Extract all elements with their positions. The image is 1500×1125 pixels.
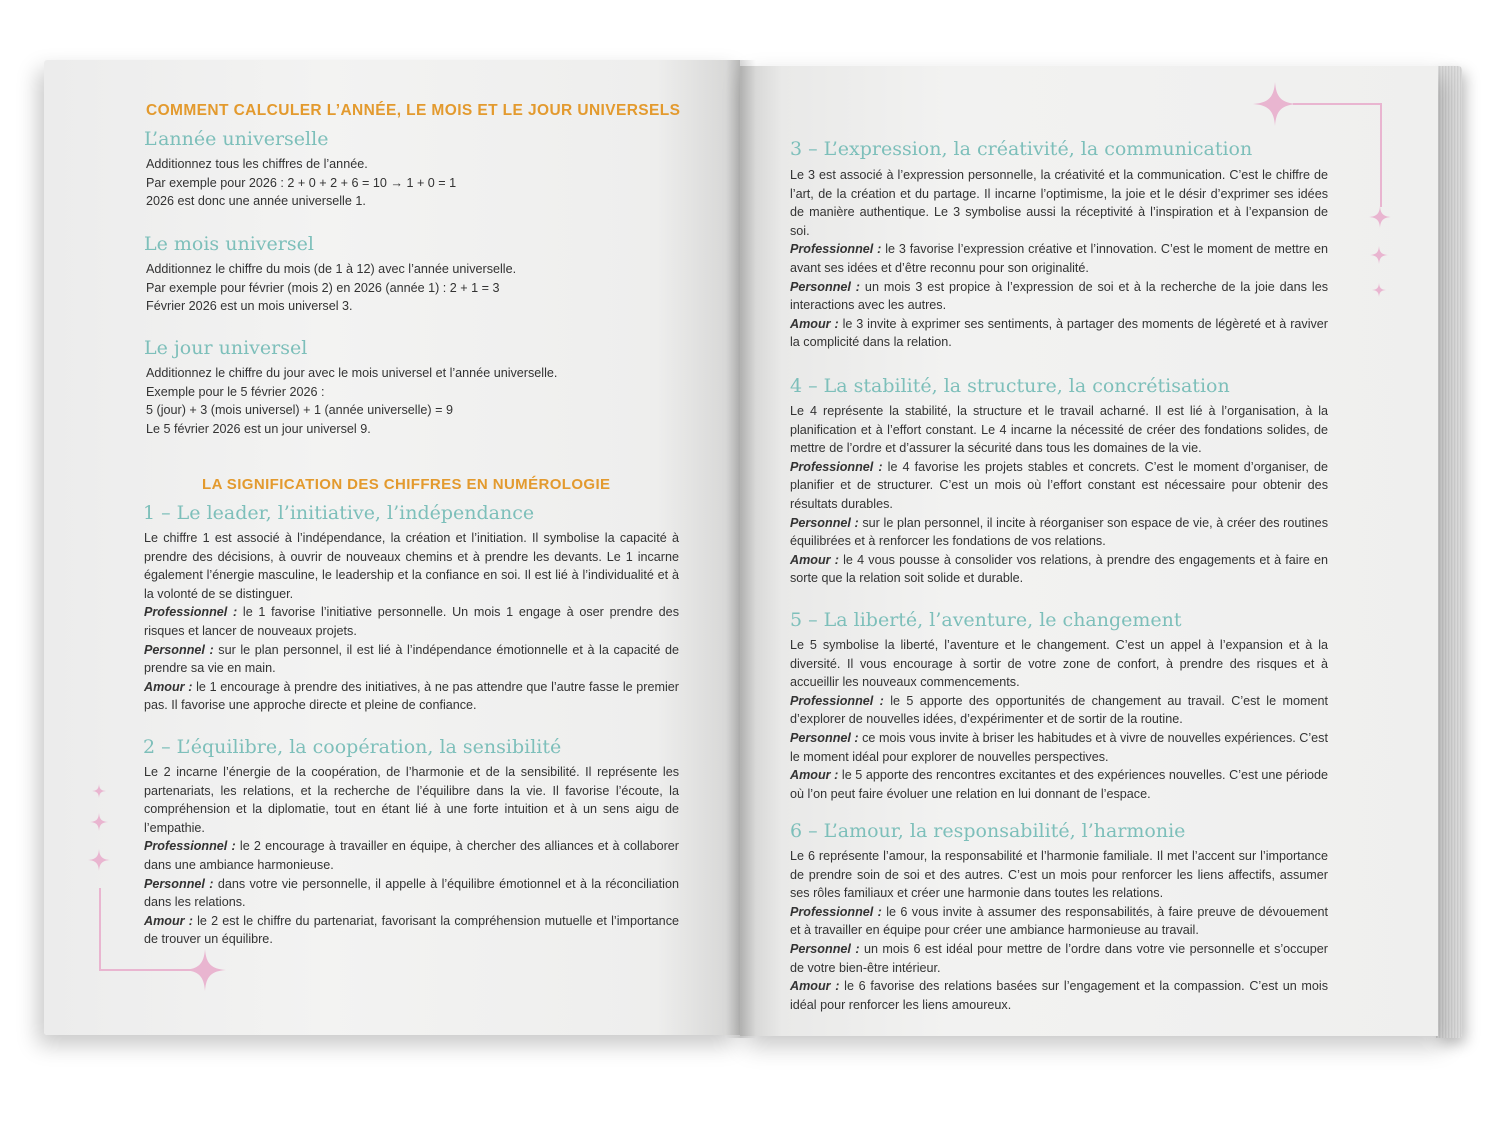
- perso-paragraph: [790, 940, 1328, 977]
- heading-number-3: 3 – L’expression, la créativité, la communication: [790, 138, 1253, 160]
- text-line: Par exemple pour 2026 : 2 + 0 + 2 + 6 = 10 → 1 + 0 = 1: [146, 175, 457, 190]
- amour-text: le 2 est le chiffre du partenariat, favorisant la compréhension mutuelle et l’importance de trouver un équilibre.: [144, 913, 679, 947]
- pro-label: Professionnel :: [144, 839, 236, 854]
- text-line: 5 (jour) + 3 (mois universel) + 1 (année universelle) = 9: [146, 403, 453, 418]
- pro-text: le 5 apporte des opportunités de changement au travail. C’est le moment d’explorer de nouvelles idées, d’expérimenter et de sortir de la routine.: [790, 693, 1328, 727]
- amour-paragraph: [144, 912, 679, 949]
- perso-paragraph: [790, 729, 1328, 766]
- mois-universel-text: [146, 260, 686, 316]
- perso-paragraph: [790, 278, 1328, 315]
- perso-label: Personnel :: [790, 730, 859, 745]
- pro-label: Professionnel :: [790, 904, 882, 919]
- number-5-text: [790, 636, 1328, 803]
- intro-paragraph: Le 6 représente l’amour, la responsabilité et l’harmonie familiale. Il met l’accent sur l’importance de prendre soin de soi et des autres. C’est un mois pour renforcer les liens affectifs, assumer ses rôles familiaux et créer une harmonie dans toutes les relations.: [790, 849, 1328, 901]
- number-3-text: [790, 166, 1328, 352]
- decorative-frame-vertical: [99, 888, 101, 970]
- heading-jour-universel: Le jour universel: [144, 337, 308, 359]
- amour-label: Amour :: [790, 768, 839, 783]
- heading-annee-universelle: L’année universelle: [144, 128, 329, 150]
- perso-text: sur le plan personnel, il incite à réorganiser son espace de vie, à créer des routines équilibrées et à renforcer les fondations de vos relations.: [790, 515, 1328, 549]
- amour-text: le 5 apporte des rencontres excitantes et des expériences nouvelles. C’est une période où l’on peut faire évoluer une relation en lui donnant de l’espace.: [790, 768, 1328, 801]
- amour-text: le 6 favorise des relations basées sur l’engagement et la compassion. C’est un mois idéal pour renforcer les liens amoureux.: [790, 979, 1328, 1012]
- sparkle-star-icon: [1372, 283, 1386, 297]
- pro-paragraph: [790, 458, 1328, 514]
- sparkle-star-icon: [1370, 246, 1388, 264]
- amour-label: Amour :: [790, 552, 839, 567]
- number-4-text: [790, 402, 1328, 588]
- number-1-text: [144, 529, 679, 715]
- perso-text: un mois 3 est propice à l’expression de soi et à la recherche de la joie dans les interactions avec les autres.: [790, 279, 1328, 313]
- text-line: Additionnez le chiffre du mois (de 1 à 12) avec l’année universelle.: [146, 262, 517, 276]
- pro-paragraph: [790, 903, 1328, 940]
- sparkle-star-icon: [184, 949, 226, 991]
- pro-paragraph: [790, 692, 1328, 729]
- perso-paragraph: [144, 641, 679, 678]
- sparkle-star-icon: [90, 813, 108, 831]
- sparkle-star-icon: [92, 784, 106, 798]
- amour-text: le 3 invite à exprimer ses sentiments, à partager des moments de légèreté et à raviver la complicité dans la relation.: [790, 316, 1328, 350]
- perso-text: ce mois vous invite à briser les habitudes et à vivre de nouvelles expériences. C’est le moment idéal pour explorer de nouvelles perspectives.: [790, 730, 1328, 764]
- sparkle-star-icon: [1369, 206, 1391, 228]
- intro-paragraph: Le 2 incarne l’énergie de la coopération, de l’harmonie et de la sensibilité. Il représente les partenariats, les relations, et la recherche de l’équilibre dans la vie. Il favorise l’écoute, la compréhension et la diplomatie, tout en étant lié à une forte intuition et à un sens aigu de l’empathie.: [144, 765, 679, 835]
- intro-paragraph: Le 3 est associé à l’expression personnelle, la créativité et la communication. C’est le chiffre de l’art, de la création et du partage. Il incarne l’optimisme, la joie et le désir d’exprimer ses idées de manière authentique. Le 3 symbolise aussi la réceptivité à l’inspiration et à l’expansion de soi.: [790, 168, 1328, 238]
- pro-text: le 4 favorise les projets stables et concrets. C’est le moment d’organiser, de planifier et de structurer. C’est un mois où l’effort constant est nécessaire pour obtenir des résultats durables.: [790, 459, 1328, 511]
- pro-text: le 2 encourage à travailler en équipe, à chercher des alliances et à collaborer dans une ambiance harmonieuse.: [144, 839, 679, 872]
- intro-paragraph: Le chiffre 1 est associé à l’indépendance, la création et l’initiation. Il symbolise la capacité à prendre des décisions, à ouvrir de nouveaux chemins et à prendre les devants. Le 1 incarne également l’énergie masculine, le leadership et la confiance en soi. Il est lié à l’individualité et à la volonté de se distinguer.: [144, 531, 679, 601]
- perso-text: dans votre vie personnelle, il appelle à l’équilibre émotionnel et à la réconciliation dans les relations.: [144, 876, 679, 910]
- text-line: Additionnez le chiffre du jour avec le mois universel et l’année universelle.: [146, 366, 558, 380]
- perso-text: sur le plan personnel, il est lié à l’indépendance émotionnelle et à la capacité de prendre sa vie en main.: [144, 642, 679, 676]
- amour-paragraph: [790, 977, 1328, 1014]
- section-title-signification: LA SIGNIFICATION DES CHIFFRES EN NUMÉROLOGIE: [202, 476, 611, 493]
- perso-label: Personnel :: [144, 876, 214, 891]
- perso-paragraph: [790, 514, 1328, 551]
- page-stack-edge: [1436, 66, 1462, 1038]
- pro-label: Professionnel :: [790, 459, 883, 474]
- amour-paragraph: [144, 678, 679, 715]
- decorative-frame-horizontal: [1293, 103, 1381, 105]
- amour-label: Amour :: [144, 913, 193, 928]
- number-6-text: [790, 847, 1328, 1014]
- amour-paragraph: [790, 315, 1328, 352]
- pro-label: Professionnel :: [790, 242, 882, 257]
- text-line: Exemple pour le 5 février 2026 :: [146, 384, 325, 399]
- jour-universel-text: [146, 364, 686, 438]
- perso-label: Personnel :: [790, 515, 859, 530]
- pro-text: le 3 favorise l’expression créative et l’innovation. C’est le moment de mettre en avant ses idées et d’être reconnu pour son originalité.: [790, 242, 1328, 275]
- perso-label: Personnel :: [144, 642, 214, 657]
- heading-number-1: 1 – Le leader, l’initiative, l’indépendance: [143, 502, 535, 524]
- amour-label: Amour :: [790, 979, 840, 994]
- heading-number-5: 5 – La liberté, l’aventure, le changement: [790, 609, 1182, 631]
- amour-label: Amour :: [790, 316, 839, 331]
- heading-number-2: 2 – L’équilibre, la coopération, la sensibilité: [143, 736, 562, 758]
- perso-label: Personnel :: [790, 941, 860, 956]
- decorative-frame-vertical: [1380, 103, 1382, 207]
- perso-text: un mois 6 est idéal pour mettre de l’ordre dans votre vie personnelle et s’occuper de votre bien-être intérieur.: [790, 941, 1328, 975]
- pro-label: Professionnel :: [790, 693, 884, 708]
- heading-number-4: 4 – La stabilité, la structure, la concrétisation: [790, 375, 1230, 397]
- text-line: Février 2026 est un mois universel 3.: [146, 299, 353, 314]
- amour-paragraph: [790, 766, 1328, 803]
- heading-mois-universel: Le mois universel: [144, 233, 314, 255]
- pro-paragraph: [144, 837, 679, 874]
- amour-paragraph: [790, 551, 1328, 588]
- amour-label: Amour :: [144, 679, 193, 694]
- heading-number-6: 6 – L’amour, la responsabilité, l’harmonie: [790, 820, 1186, 842]
- pro-label: Professionnel :: [144, 605, 238, 620]
- pro-text: le 1 favorise l’initiative personnelle. Un mois 1 engage à oser prendre des risques et lancer de nouveaux projets.: [144, 605, 679, 638]
- section-title-calculate: COMMENT CALCULER L’ANNÉE, LE MOIS ET LE JOUR UNIVERSELS: [146, 102, 681, 119]
- book-gutter: [726, 60, 756, 1038]
- right-page: [740, 66, 1438, 1036]
- perso-label: Personnel :: [790, 279, 861, 294]
- pro-text: le 6 vous invite à assumer des responsabilités, à faire preuve de dévouement et à travailler en équipe pour créer une ambiance harmonieuse au travail.: [790, 904, 1328, 938]
- sparkle-star-icon: [1253, 82, 1297, 126]
- pro-paragraph: [790, 240, 1328, 277]
- text-line: Le 5 février 2026 est un jour universel 9.: [146, 421, 371, 436]
- sparkle-star-icon: [88, 849, 110, 871]
- intro-paragraph: Le 4 représente la stabilité, la structure et le travail acharné. Il est lié à l’organisation, à la planification et à l’effort constant. Le 4 incarne la nécessité de créer des fondations solides, de mettre de l’ordre et d’assurer la sécurité dans tous les domaines de la vie.: [790, 404, 1328, 456]
- left-page: [44, 60, 740, 1035]
- number-2-text: [144, 763, 679, 949]
- perso-paragraph: [144, 875, 679, 912]
- text-line: Additionnez tous les chiffres de l’année.: [146, 157, 368, 171]
- annee-universelle-text: [146, 155, 686, 211]
- text-line: Par exemple pour février (mois 2) en 2026 (année 1) : 2 + 1 = 3: [146, 280, 500, 295]
- intro-paragraph: Le 5 symbolise la liberté, l’aventure et le changement. C’est un appel à l’expansion et à la diversité. Il vous encourage à sortir de votre zone de confort, à prendre des risques et à accueillir les nouveaux commencements.: [790, 638, 1328, 690]
- pro-paragraph: [144, 603, 679, 640]
- amour-text: le 1 encourage à prendre des initiatives, à ne pas attendre que l’autre fasse le premier pas. Il favorise une approche directe et pleine de confiance.: [144, 679, 679, 713]
- text-line: 2026 est donc une année universelle 1.: [146, 194, 366, 209]
- amour-text: le 4 vous pousse à consolider vos relations, à prendre des engagements et à faire en sorte que la relation soit solide et durable.: [790, 552, 1328, 586]
